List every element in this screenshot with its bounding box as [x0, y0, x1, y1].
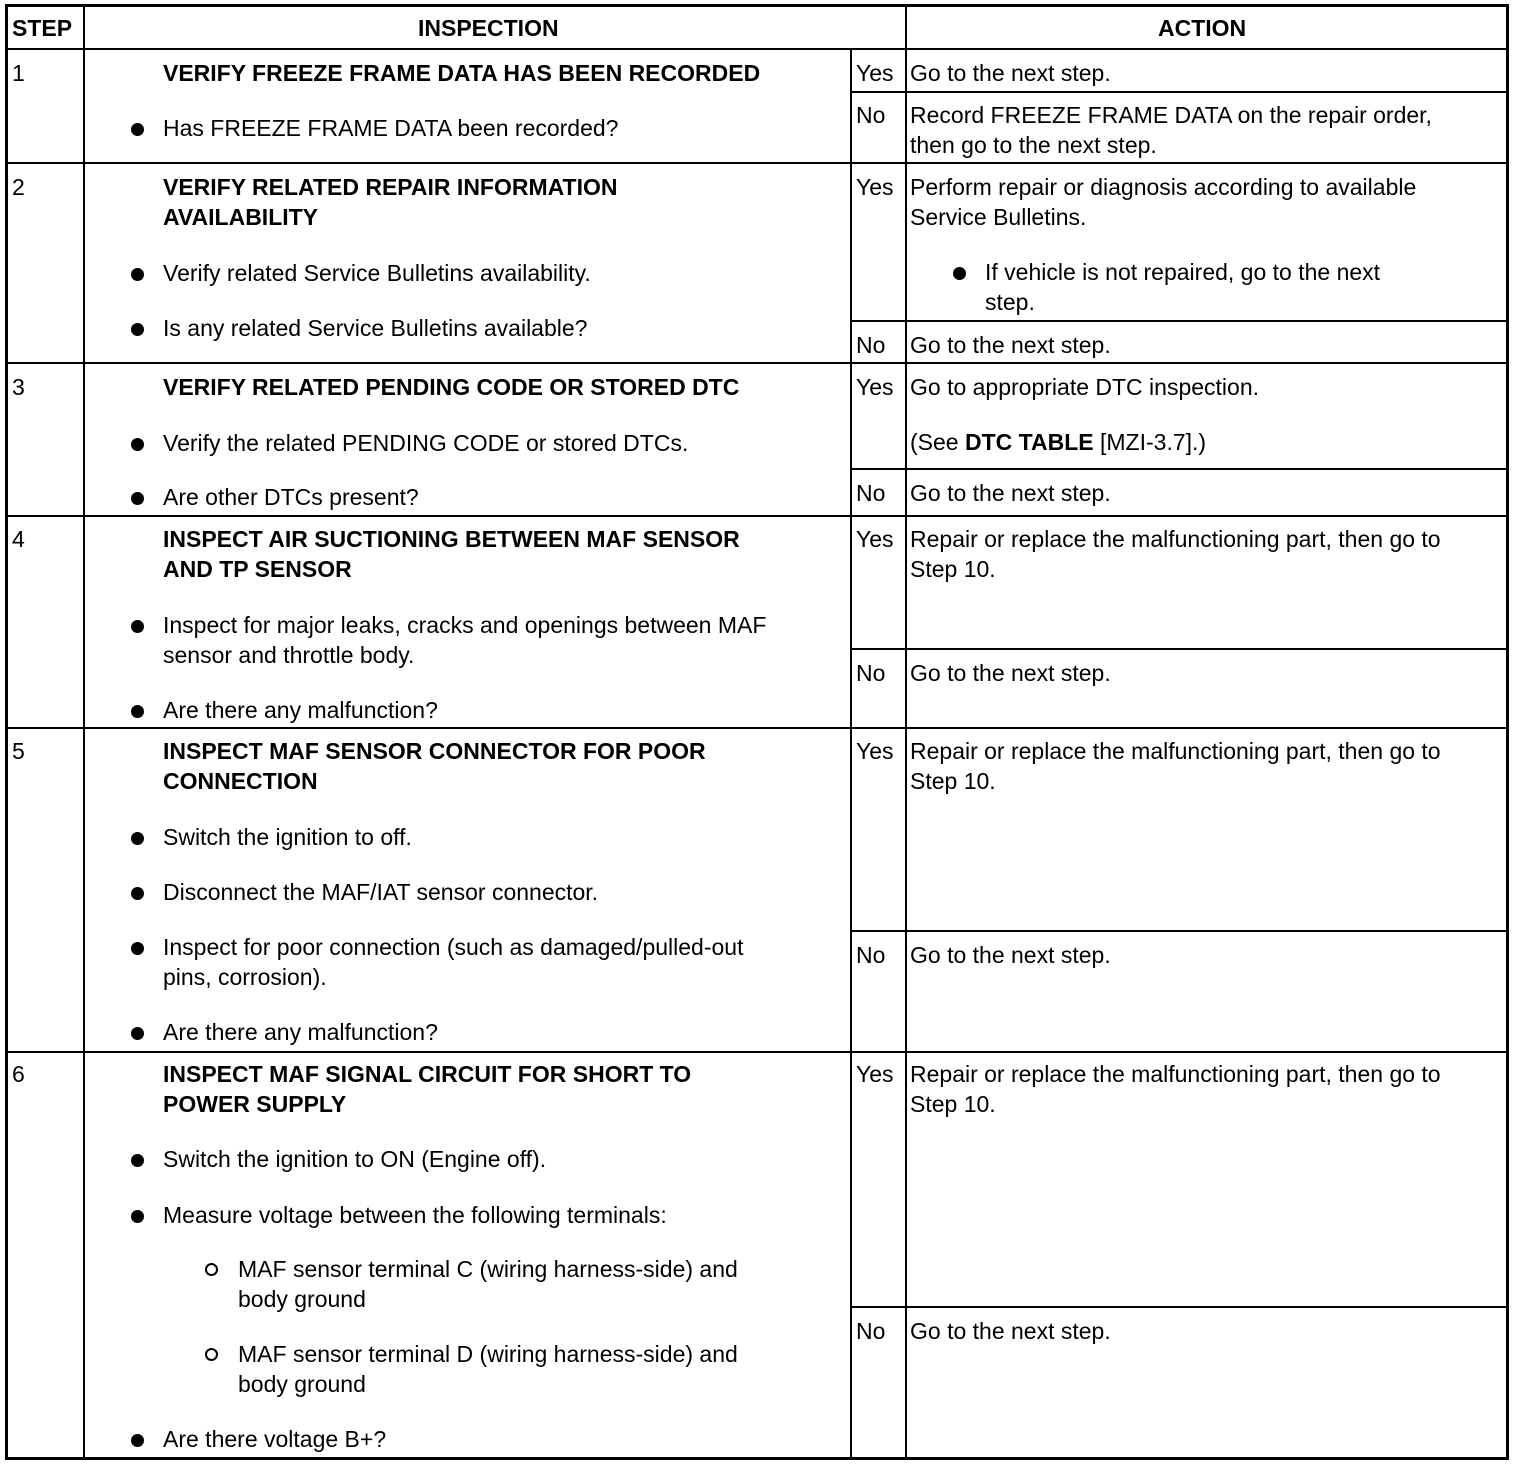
- step-number: 2: [12, 174, 25, 200]
- yes-action: Repair or replace the malfunctioning part, then go to: [910, 526, 1441, 552]
- inspection-subitem: MAF sensor terminal D (wiring harness-side) and: [238, 1341, 738, 1367]
- no-action: Go to the next step.: [910, 1318, 1111, 1344]
- inspection-item: Verify related Service Bulletins availability.: [163, 260, 591, 286]
- dtc-table-link[interactable]: DTC TABLE: [964, 429, 1094, 455]
- yes-action: Step 10.: [910, 1091, 996, 1117]
- bullet-icon: [131, 123, 144, 136]
- bullet-icon: [953, 267, 966, 280]
- bullet-icon: [131, 438, 144, 451]
- row-divider: [7, 362, 1507, 364]
- yes-no-divider: [850, 648, 1507, 650]
- header-divider: [7, 48, 1507, 50]
- no-action: Go to the next step.: [910, 480, 1111, 506]
- step-title: VERIFY RELATED REPAIR INFORMATION: [163, 174, 618, 200]
- yes-action-bullet: If vehicle is not repaired, go to the next: [985, 259, 1381, 285]
- inspection-item: Has FREEZE FRAME DATA been recorded?: [163, 115, 619, 141]
- header-action: ACTION: [1158, 15, 1247, 41]
- no-label: No: [856, 332, 886, 358]
- yes-label: Yes: [856, 174, 894, 200]
- bullet-icon: [131, 1154, 144, 1167]
- column-divider-step: [83, 6, 85, 1458]
- inspection-item: sensor and throttle body.: [163, 642, 415, 668]
- inspection-subitem: body ground: [238, 1371, 366, 1397]
- bullet-icon: [131, 1210, 144, 1223]
- no-action: Go to the next step.: [910, 660, 1111, 686]
- yes-action: Perform repair or diagnosis according to available: [910, 174, 1417, 200]
- step-number: 3: [12, 374, 25, 400]
- step-title: POWER SUPPLY: [163, 1091, 347, 1117]
- inspection-item: pins, corrosion).: [163, 964, 327, 990]
- inspection-item: Is any related Service Bulletins available?: [163, 315, 588, 341]
- yes-label: Yes: [856, 526, 894, 552]
- yes-action: Repair or replace the malfunctioning part, then go to: [910, 1061, 1441, 1087]
- inspection-subitem: body ground: [238, 1286, 366, 1312]
- no-label: No: [856, 660, 886, 686]
- no-action: Go to the next step.: [910, 332, 1111, 358]
- inspection-item: Switch the ignition to off.: [163, 824, 412, 850]
- inspection-item: Verify the related PENDING CODE or stored DTCs.: [163, 430, 689, 456]
- table-border-top: [5, 4, 1509, 7]
- header-inspection: INSPECTION: [418, 15, 559, 41]
- inspection-item: Are there voltage B+?: [163, 1426, 387, 1452]
- bullet-icon: [131, 942, 144, 955]
- yes-no-divider: [850, 468, 1507, 470]
- step-title: AVAILABILITY: [163, 204, 319, 230]
- inspection-item: Are other DTCs present?: [163, 484, 419, 510]
- step-number: 4: [12, 526, 25, 552]
- yes-action: Step 10.: [910, 556, 996, 582]
- yes-action: Go to the next step.: [910, 60, 1111, 86]
- yes-no-divider: [850, 320, 1507, 322]
- step-title: VERIFY FREEZE FRAME DATA HAS BEEN RECORDED: [163, 60, 761, 86]
- inspection-item: Disconnect the MAF/IAT sensor connector.: [163, 879, 599, 905]
- column-divider-action: [905, 6, 907, 1458]
- step-number: 1: [12, 60, 25, 86]
- inspection-item: Inspect for poor connection (such as damaged/pulled-out: [163, 934, 744, 960]
- step-title: INSPECT AIR SUCTIONING BETWEEN MAF SENSOR: [163, 526, 740, 552]
- no-action: Go to the next step.: [910, 942, 1111, 968]
- header-step: STEP: [12, 15, 73, 41]
- step-title: INSPECT MAF SIGNAL CIRCUIT FOR SHORT TO: [163, 1061, 692, 1087]
- row-divider: [7, 1051, 1507, 1053]
- yes-no-divider: [850, 1306, 1507, 1308]
- no-action: then go to the next step.: [910, 132, 1157, 158]
- yes-label: Yes: [856, 60, 894, 86]
- step-title: VERIFY RELATED PENDING CODE OR STORED DTC: [163, 374, 740, 400]
- step-title: AND TP SENSOR: [163, 556, 352, 582]
- bullet-icon: [131, 832, 144, 845]
- ref-suffix: [MZI-3.7].): [1093, 429, 1207, 455]
- yes-label: Yes: [856, 1061, 894, 1087]
- row-divider: [7, 515, 1507, 517]
- table-border-right: [1506, 4, 1509, 1460]
- inspection-item: Are there any malfunction?: [163, 697, 438, 723]
- step-title: CONNECTION: [163, 768, 318, 794]
- inspection-item: Are there any malfunction?: [163, 1019, 438, 1045]
- row-divider: [7, 162, 1507, 164]
- no-label: No: [856, 102, 886, 128]
- bullet-icon: [131, 1027, 144, 1040]
- column-divider-yesno: [850, 48, 852, 1458]
- yes-action: Service Bulletins.: [910, 204, 1087, 230]
- no-label: No: [856, 1318, 886, 1344]
- yes-label: Yes: [856, 374, 894, 400]
- ref-prefix: (See: [910, 429, 965, 455]
- yes-label: Yes: [856, 738, 894, 764]
- yes-action: Go to appropriate DTC inspection.: [910, 374, 1260, 400]
- step-title: INSPECT MAF SENSOR CONNECTOR FOR POOR: [163, 738, 706, 764]
- bullet-icon: [131, 620, 144, 633]
- bullet-icon: [131, 1434, 144, 1447]
- hollow-bullet-icon: [205, 1263, 218, 1276]
- inspection-item: Measure voltage between the following terminals:: [163, 1202, 667, 1228]
- no-action: Record FREEZE FRAME DATA on the repair order,: [910, 102, 1432, 128]
- hollow-bullet-icon: [205, 1348, 218, 1361]
- yes-no-divider: [850, 91, 1507, 93]
- inspection-item: Switch the ignition to ON (Engine off).: [163, 1146, 547, 1172]
- yes-no-divider: [850, 930, 1507, 932]
- step-number: 6: [12, 1061, 25, 1087]
- bullet-icon: [131, 492, 144, 505]
- table-border-left: [5, 4, 8, 1460]
- dtc-table-reference: [910, 427, 1206, 457]
- inspection-item: Inspect for major leaks, cracks and openings between MAF: [163, 612, 767, 638]
- inspection-subitem: MAF sensor terminal C (wiring harness-side) and: [238, 1256, 738, 1282]
- table-border-bottom: [5, 1457, 1509, 1460]
- no-label: No: [856, 942, 886, 968]
- no-label: No: [856, 480, 886, 506]
- step-number: 5: [12, 738, 25, 764]
- yes-action: Step 10.: [910, 768, 996, 794]
- bullet-icon: [131, 323, 144, 336]
- bullet-icon: [131, 268, 144, 281]
- row-divider: [7, 727, 1507, 729]
- yes-action-bullet: step.: [985, 289, 1035, 315]
- bullet-icon: [131, 705, 144, 718]
- bullet-icon: [131, 887, 144, 900]
- yes-action: Repair or replace the malfunctioning part, then go to: [910, 738, 1441, 764]
